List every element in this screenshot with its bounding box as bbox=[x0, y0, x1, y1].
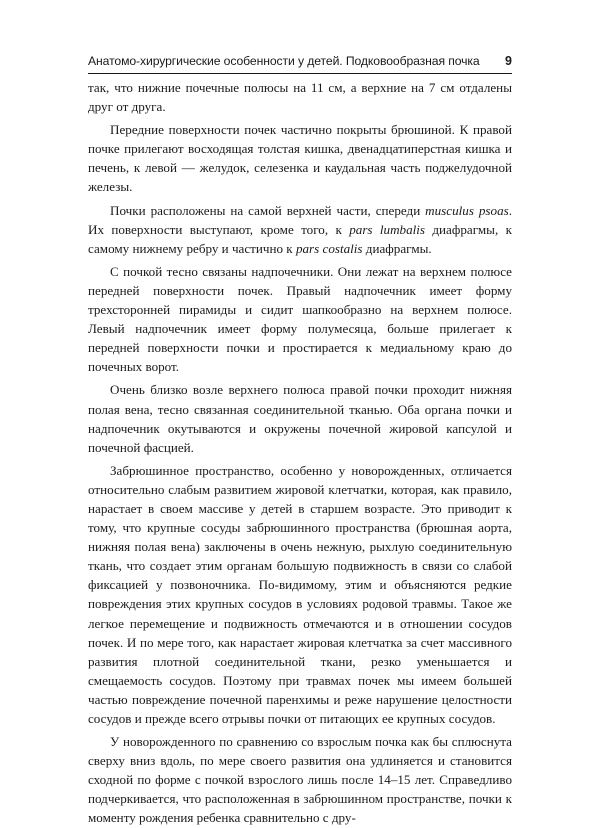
text-run: Очень близко возле верхнего полюса правой почки проходит нижняя полая вена, тесно связанная соединительной тканью. Оба органа почки и надпочечник окутываются и окружены почечной жировой капсулой и почечной фасцией. bbox=[88, 382, 512, 455]
running-header-title: Анатомо-хирургические особенности у детей. Подковообразная почка bbox=[88, 54, 480, 68]
text-run: так, что нижние почечные полюсы на 11 см, а верхние на 7 см отдалены друг от друга. bbox=[88, 80, 512, 115]
latin-term: musculus psoas bbox=[425, 202, 509, 218]
page-number: 9 bbox=[505, 54, 512, 68]
paragraph bbox=[88, 201, 512, 258]
paragraph bbox=[88, 732, 512, 827]
text-run: Передние поверхности почек частично покрыты брюшиной. К правой почке прилегают восходящая толстая кишка, двенадцатиперстная кишка и печень, к левой — желудок, селезенка и каудальная часть поджелудочной железы. bbox=[88, 122, 512, 195]
running-header bbox=[88, 52, 512, 70]
text-run: Почки расположены на самой верхней части, спереди bbox=[110, 202, 426, 218]
paragraph bbox=[88, 380, 512, 456]
text-run: диафрагмы, к самому нижнему ребру и частично к bbox=[88, 221, 512, 256]
text-run: С почкой тесно связаны надпочечники. Они лежат на верхнем полюсе передней поверхности почек. Правый надпочечник имеет форму трехсторонней пирамиды и сидит шапкообразно на верхнем полюсе. Левый надпочечник имеет форму полумесяца, больше прилегает к передней поверхности почки и простирается к медиальному краю до почечных ворот. bbox=[88, 263, 512, 375]
paragraph bbox=[88, 461, 512, 728]
latin-term: pars costalis bbox=[295, 240, 363, 256]
header-rule bbox=[88, 73, 512, 74]
paragraph bbox=[88, 262, 512, 377]
latin-term: pars lumbalis bbox=[349, 221, 425, 237]
paragraph bbox=[88, 78, 512, 116]
text-run: У новорожденного по сравнению со взрослым почка как бы сплюснута сверху вниз вдоль, по мере своего развития она удлиняется и становится сходной по форме с почкой взрослого лишь после 14–15 лет. Справедливо подчеркивается, что расположенная в забрюшинном пространстве, почки к моменту рождения ребенка сравнительно с дру- bbox=[88, 734, 512, 826]
text-run: Забрюшинное пространство, особенно у новорожденных, отличается относительно слабым развитием жировой клетчатки, которая, как правило, нарастает в своем массиве у детей в старшем возрасте. Это приводит к тому, что крупные сосуды забрюшинного пространства (брюшная аорта, нижняя полая вена) заключены в очень нежную, рыхлую соединительную ткань, что создает этим органам большую подвижность в связи со слабой фиксацией у позвоночника. По-видимому, этим и объясняются редкие повреждения этих крупных сосудов в условиях родовой травмы. Такое же легкое перемещение и подвижность отмечаются и в отношении сосудов почек. И по мере того, как нарастает жировая клетчатка за счет массивного развития плотной соединительной ткани, резко уменьшается и смещаемость сосудов. Поэтому при травмах почек мы имеем большей частью повреждение почечной паренхимы и реже нарушение целостности сосудов и прежде всего отрывы почки от питающих ее крупных сосудов. bbox=[88, 462, 512, 726]
text-run: диафрагмы. bbox=[362, 240, 432, 256]
paragraph bbox=[88, 120, 512, 196]
body-text bbox=[88, 78, 512, 828]
text-run: . Их поверхности выступают, кроме того, к bbox=[88, 202, 512, 237]
